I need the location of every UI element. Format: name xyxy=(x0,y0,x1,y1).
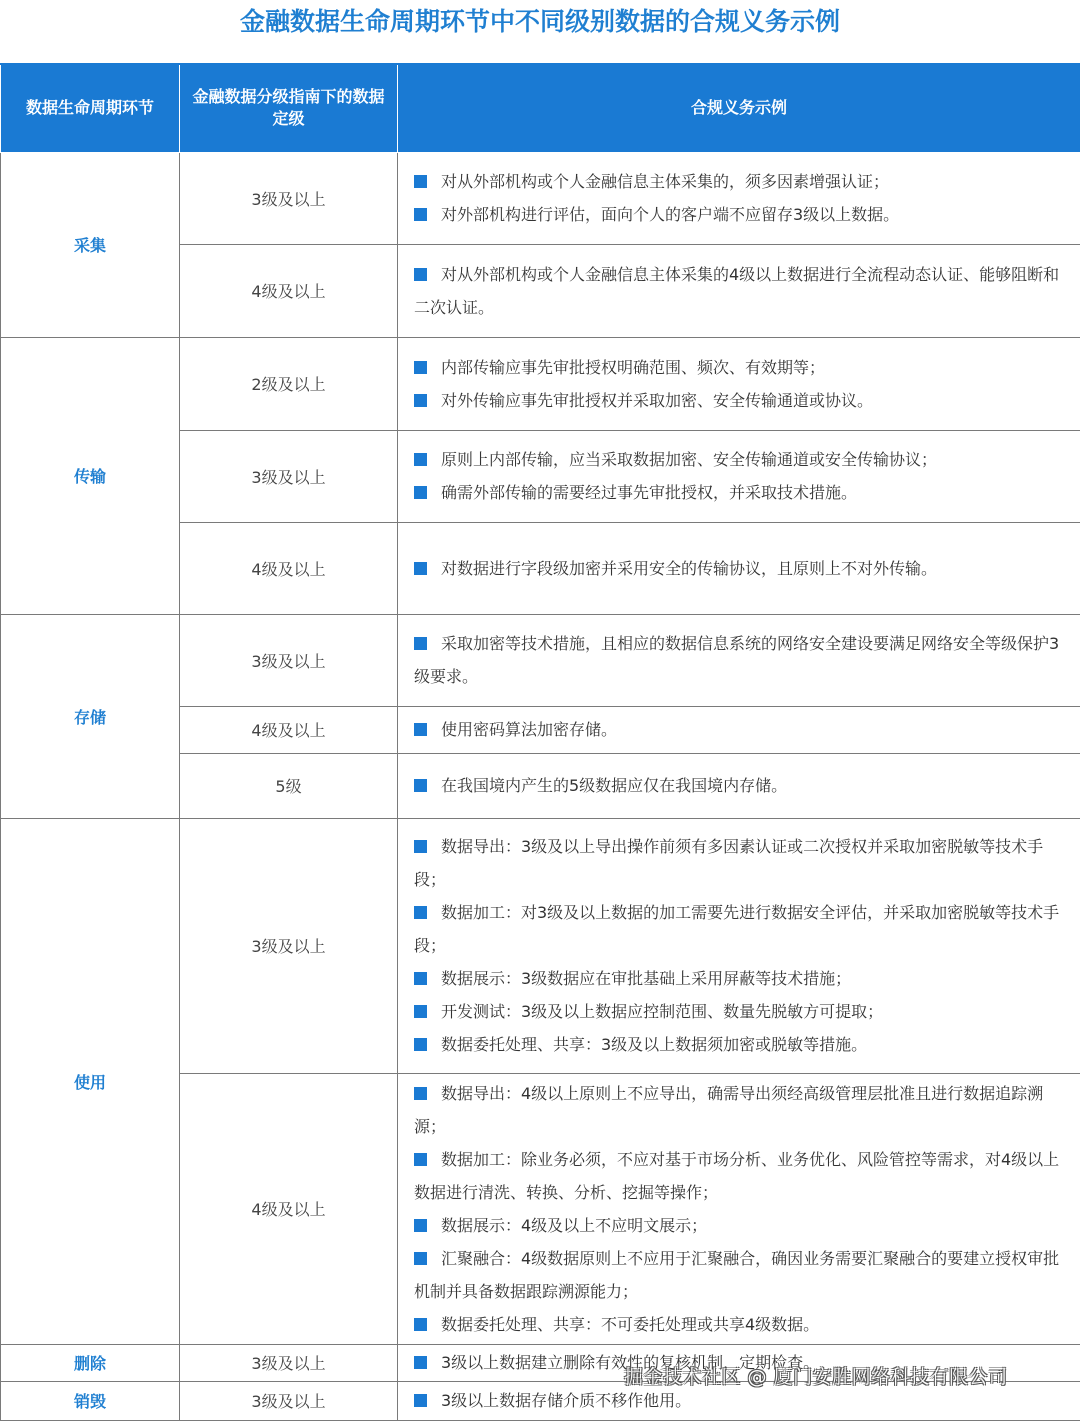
square-bullet-icon xyxy=(414,906,427,919)
requirement-text: 3级以上数据存储介质不移作他用。 xyxy=(441,1391,692,1410)
requirements-cell xyxy=(398,430,1080,522)
requirement-text: 汇聚融合：4级数据原则上不应用于汇聚融合，确因业务需要汇聚融合的要建立授权审批机制并具备数据跟踪溯源能力； xyxy=(414,1248,1060,1301)
requirements-cell xyxy=(398,522,1080,614)
square-bullet-icon xyxy=(414,453,427,466)
requirement-text: 数据展示：3级数据应在审批基础上采用屏蔽等技术措施； xyxy=(441,969,852,988)
requirement-item xyxy=(414,443,1072,476)
level-cell: 3级及以上 xyxy=(180,430,398,522)
level-cell: 4级及以上 xyxy=(180,244,398,337)
compliance-table xyxy=(0,63,1080,1421)
level-cell: 3级及以上 xyxy=(180,614,398,706)
watermark: 掘金技术社区 @ 厦门安胜网络科技有限公司 xyxy=(624,1366,1008,1388)
level-cell: 2级及以上 xyxy=(180,337,398,430)
requirements-cell xyxy=(398,818,1080,1073)
requirement-item xyxy=(414,165,1072,198)
level-cell: 4级及以上 xyxy=(180,1073,398,1344)
square-bullet-icon xyxy=(414,175,427,188)
level-cell: 3级及以上 xyxy=(180,1344,398,1381)
requirement-item xyxy=(414,552,1072,585)
level-cell: 3级及以上 xyxy=(180,818,398,1073)
square-bullet-icon xyxy=(414,486,427,499)
square-bullet-icon xyxy=(414,268,427,281)
requirement-item xyxy=(414,1077,1072,1143)
requirement-item xyxy=(414,1242,1072,1308)
requirements-cell xyxy=(398,337,1080,430)
requirement-item xyxy=(414,627,1072,693)
square-bullet-icon xyxy=(414,1252,427,1265)
requirement-text: 使用密码算法加密存储。 xyxy=(441,720,618,739)
square-bullet-icon xyxy=(414,972,427,985)
requirement-text: 原则上内部传输，应当采取数据加密、安全传输通道或安全传输协议； xyxy=(441,450,938,469)
requirements-cell xyxy=(398,753,1080,818)
header-requirements: 合规义务示例 xyxy=(398,64,1080,152)
requirement-item xyxy=(414,258,1072,324)
square-bullet-icon xyxy=(414,723,427,736)
square-bullet-icon xyxy=(414,1005,427,1018)
table-row xyxy=(1,337,1080,430)
requirement-item xyxy=(414,1209,1072,1242)
table-row xyxy=(1,152,1080,244)
page-title: 金融数据生命周期环节中不同级别数据的合规义务示例 xyxy=(239,7,840,36)
square-bullet-icon xyxy=(414,208,427,221)
header-level: 金融数据分级指南下的数据定级 xyxy=(180,64,398,152)
requirement-item xyxy=(414,713,1072,746)
square-bullet-icon xyxy=(414,394,427,407)
requirements-cell xyxy=(398,1073,1080,1344)
requirement-text: 采取加密等技术措施，且相应的数据信息系统的网络安全建设要满足网络安全等级保护3级要求。 xyxy=(414,634,1060,686)
requirement-item xyxy=(414,198,1072,231)
square-bullet-icon xyxy=(414,562,427,575)
requirement-text: 对外部机构进行评估，面向个人的客户端不应留存3级以上数据。 xyxy=(441,205,900,224)
requirement-item xyxy=(414,769,1072,802)
square-bullet-icon xyxy=(414,779,427,792)
requirements-cell xyxy=(398,244,1080,337)
square-bullet-icon xyxy=(414,1153,427,1166)
square-bullet-icon xyxy=(414,1087,427,1100)
requirement-item xyxy=(414,351,1072,384)
stage-cell: 销毁 xyxy=(1,1381,180,1420)
table-row xyxy=(1,614,1080,706)
stage-cell: 删除 xyxy=(1,1344,180,1381)
requirement-item xyxy=(414,476,1072,509)
level-cell: 4级及以上 xyxy=(180,522,398,614)
requirement-text: 确需外部传输的需要经过事先审批授权，并采取技术措施。 xyxy=(441,483,858,502)
square-bullet-icon xyxy=(414,1356,427,1369)
requirement-text: 3级以上数据建立删除有效性的复核机制，定期检查。 xyxy=(441,1353,820,1372)
requirement-text: 数据委托处理、共享：不可委托处理或共享4级数据。 xyxy=(441,1314,820,1334)
stage-cell: 传输 xyxy=(1,337,180,614)
requirement-text: 数据展示：4级及以上不应明文展示； xyxy=(441,1215,708,1235)
stage-cell: 采集 xyxy=(1,152,180,337)
requirement-text: 对从外部机构或个人金融信息主体采集的4级以上数据进行全流程动态认证、能够阻断和二次认证。 xyxy=(414,264,1060,317)
requirement-text: 数据导出：4级以上原则上不应导出，确需导出须经高级管理层批准且进行数据追踪溯源； xyxy=(414,1083,1044,1136)
square-bullet-icon xyxy=(414,840,427,853)
stage-cell: 使用 xyxy=(1,818,180,1344)
requirements-cell xyxy=(398,706,1080,753)
requirement-text: 对外传输应事先审批授权并采取加密、安全传输通道或协议。 xyxy=(441,390,874,410)
requirement-item xyxy=(414,1308,1072,1341)
header-row xyxy=(1,64,1080,152)
level-cell: 3级及以上 xyxy=(180,152,398,244)
requirement-item xyxy=(414,830,1072,896)
level-cell: 4级及以上 xyxy=(180,706,398,753)
requirement-text: 数据加工：对3级及以上数据的加工需要先进行数据安全评估，并采取加密脱敏等技术手段； xyxy=(414,903,1060,955)
requirement-item xyxy=(414,995,1072,1028)
requirement-item xyxy=(414,1028,1072,1061)
requirements-cell xyxy=(398,152,1080,244)
requirement-text: 对数据进行字段级加密并采用安全的传输协议，且原则上不对外传输。 xyxy=(441,558,938,578)
requirement-item xyxy=(414,384,1072,417)
level-cell: 5级 xyxy=(180,753,398,818)
table-body xyxy=(1,152,1080,1420)
requirements-cell xyxy=(398,614,1080,706)
square-bullet-icon xyxy=(414,361,427,374)
square-bullet-icon xyxy=(414,637,427,650)
requirement-text: 内部传输应事先审批授权明确范围、频次、有效期等； xyxy=(441,357,826,377)
requirement-item xyxy=(414,1143,1072,1209)
requirement-text: 开发测试：3级及以上数据应控制范围、数量先脱敏方可提取； xyxy=(441,1002,884,1021)
stage-cell: 存储 xyxy=(1,614,180,818)
table-row xyxy=(1,818,1080,1073)
requirement-text: 在我国境内产生的5级数据应仅在我国境内存储。 xyxy=(441,776,788,795)
header-stage: 数据生命周期环节 xyxy=(1,64,180,152)
square-bullet-icon xyxy=(414,1038,427,1051)
requirement-item xyxy=(414,896,1072,962)
requirement-text: 数据导出：3级及以上导出操作前须有多因素认证或二次授权并采取加密脱敏等技术手段； xyxy=(414,837,1044,889)
level-cell: 3级及以上 xyxy=(180,1381,398,1420)
square-bullet-icon xyxy=(414,1219,427,1232)
square-bullet-icon xyxy=(414,1394,427,1407)
square-bullet-icon xyxy=(414,1318,427,1331)
requirement-text: 对从外部机构或个人金融信息主体采集的，须多因素增强认证； xyxy=(441,172,890,191)
requirement-text: 数据委托处理、共享：3级及以上数据须加密或脱敏等措施。 xyxy=(441,1035,868,1054)
requirement-text: 数据加工：除业务必须，不应对基于市场分析、业务优化、风险管控等需求，对4级以上数据进行清洗、转换、分析、挖掘等操作； xyxy=(414,1149,1060,1202)
requirement-item xyxy=(414,962,1072,995)
